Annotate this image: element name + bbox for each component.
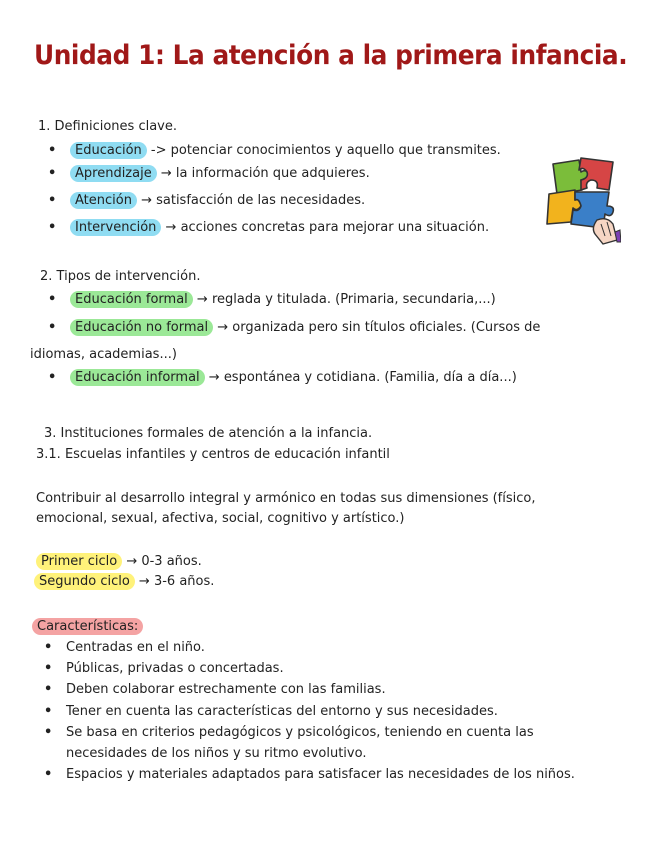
cycle-text: → 0-3 años. xyxy=(122,554,202,569)
intervention-term: Educación formal xyxy=(70,291,193,308)
section3-subheading: 3.1. Escuelas infantiles y centros de educación infantil xyxy=(36,447,390,462)
intervention-term: Educación informal xyxy=(70,369,205,386)
paragraph-line: Contribuir al desarrollo integral y armónico en todas sus dimensiones (físico, xyxy=(36,491,536,506)
intervention-term: Educación no formal xyxy=(70,319,213,336)
page-title: Unidad 1: La atención a la primera infancia. xyxy=(34,40,628,71)
definition-item xyxy=(70,142,501,160)
definition-item xyxy=(70,165,370,183)
feature-item: • Espacios y materiales adaptados para satisfacer las necesidades de los niños. xyxy=(66,766,575,784)
definition-item xyxy=(70,192,365,210)
feature-item-continued: necesidades de los niños y su ritmo evolutivo. xyxy=(66,746,367,761)
feature-item: • Centradas en el niño. xyxy=(66,639,205,657)
definition-item xyxy=(70,219,489,237)
cycle-term: Segundo ciclo xyxy=(34,573,135,590)
definition-text: → la información que adquieres. xyxy=(156,166,370,181)
features-label xyxy=(32,618,143,636)
definition-text: → acciones concretas para mejorar una situación. xyxy=(161,220,490,235)
intervention-text: → organizada pero sin títulos oficiales. (Cursos de xyxy=(213,320,541,335)
definition-term: Intervención xyxy=(70,219,161,236)
features-label-text: Características: xyxy=(32,618,143,635)
puzzle-hand-icon xyxy=(545,150,621,246)
intervention-item xyxy=(70,369,517,387)
intervention-item xyxy=(70,291,496,309)
feature-item: • Tener en cuenta las características del entorno y sus necesidades. xyxy=(66,703,498,721)
feature-item: • Se basa en criterios pedagógicos y psicológicos, teniendo en cuenta las xyxy=(66,724,534,742)
definition-term: Educación xyxy=(70,142,147,159)
definition-term: Atención xyxy=(70,192,137,209)
section3-heading: 3. Instituciones formales de atención a la infancia. xyxy=(44,426,373,441)
cycle-item xyxy=(34,573,214,591)
cycle-text: → 3-6 años. xyxy=(134,574,215,589)
definition-text: → satisfacción de las necesidades. xyxy=(136,193,366,208)
intervention-item xyxy=(70,319,540,337)
intervention-text-continued: idiomas, academias...) xyxy=(30,347,177,362)
intervention-text: → espontánea y cotidiana. (Familia, día a día...) xyxy=(204,370,517,385)
section1-heading: 1. Definiciones clave. xyxy=(38,119,177,134)
paragraph-line: emocional, sexual, afectiva, social, cognitivo y artístico.) xyxy=(36,511,405,526)
section2-heading: 2. Tipos de intervención. xyxy=(40,269,201,284)
definition-text: -> potenciar conocimientos y aquello que transmites. xyxy=(146,143,501,158)
feature-item: • Deben colaborar estrechamente con las familias. xyxy=(66,681,386,699)
cycle-term: Primer ciclo xyxy=(36,553,122,570)
feature-item: • Públicas, privadas o concertadas. xyxy=(66,660,284,678)
cycle-item xyxy=(36,553,202,571)
definition-term: Aprendizaje xyxy=(70,165,157,182)
intervention-text: → reglada y titulada. (Primaria, secundaria,...) xyxy=(192,292,496,307)
